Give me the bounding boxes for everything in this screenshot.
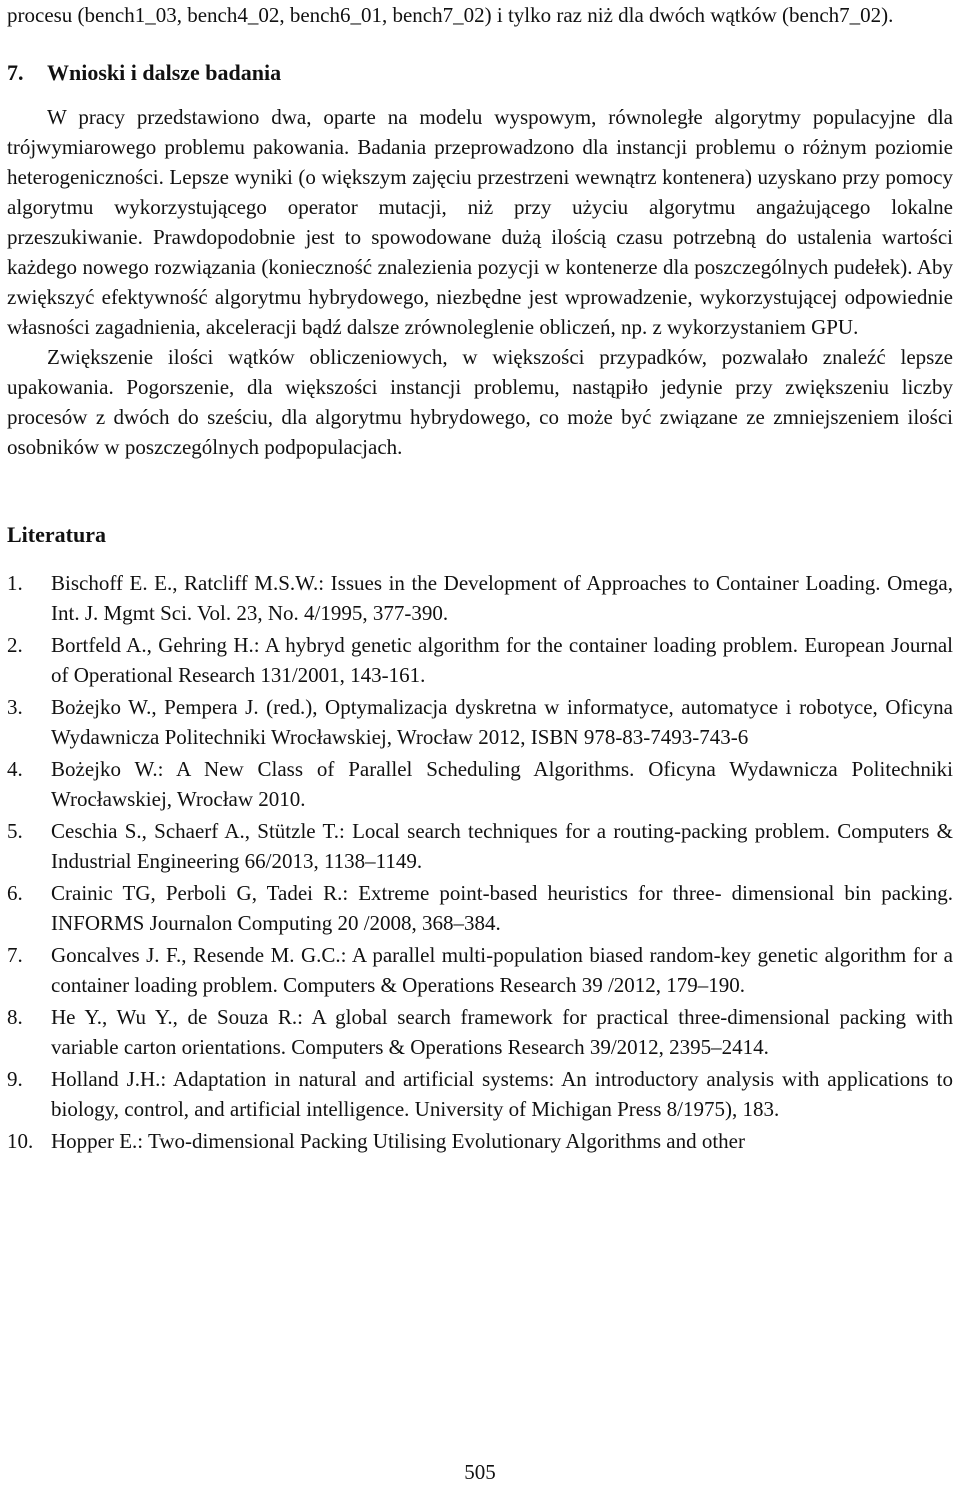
reference-number: 9. (7, 1067, 23, 1091)
reference-text: He Y., Wu Y., de Souza R.: A global search framework for practical three-dimensional packing with variable carton orientations. Computers & Operations Research 39/2012, 2395–2414. (51, 1005, 953, 1059)
intro-fragment: procesu (bench1_03, bench4_02, bench6_01, bench7_02) i tylko raz niż dla dwóch wątków (bench7_02). (7, 3, 894, 27)
page-number: 505 (464, 1460, 496, 1484)
reference-item (7, 1126, 953, 1156)
reference-number: 5. (7, 819, 23, 843)
reference-text: Bożejko W.: A New Class of Parallel Scheduling Algorithms. Oficyna Wydawnicza Politechniki Wrocławskiej, Wrocław 2010. (51, 757, 953, 811)
reference-text: Bischoff E. E., Ratcliff M.S.W.: Issues in the Development of Approaches to Container Loading. Omega, Int. J. Mgmt Sci. Vol. 23, No. 4/1995, 377-390. (51, 571, 953, 625)
section-number: 7. (7, 60, 24, 85)
reference-number: 8. (7, 1005, 23, 1029)
reference-text: Ceschia S., Schaerf A., Stützle T.: Local search techniques for a routing-packing problem. Computers & Industrial Engineering 66/2013, 1138–1149. (51, 819, 953, 873)
reference-item (7, 630, 953, 690)
conclusion-paragraph-1: W pracy przedstawiono dwa, oparte na modelu wyspowym, równoległe algorytmy populacyjne dla trójwymiarowego problemu pakowania. Badania przeprowadzono dla instancji problemu o różnym poziomie heterogeniczności. Lepsze wyniki (o większym zajęciu przestrzeni wewnątrz kontenera) uzyskano przy pomocy algorytmu wykorzystującego operator mutacji, niż przy użyciu algorytmu angażującego lokalne przeszukiwanie. Prawdopodobnie jest to spowodowane dużą ilością czasu potrzebną do ustalenia wartości każdego nowego rozwiązania (konieczność znalezienia pozycji w kontenerze dla poszczególnych pudełek). Aby zwiększyć efektywność algorytmu hybrydowego, niezbędne jest wprowadzenie, wykorzystującej odpowiednie własności zagadnienia, akceleracji bądź dalsze zrównoleglenie obliczeń, np. z wykorzystaniem GPU. (7, 105, 953, 339)
reference-item (7, 1064, 953, 1124)
reference-number: 6. (7, 881, 23, 905)
reference-item (7, 1002, 953, 1062)
reference-text: Bortfeld A., Gehring H.: A hybryd genetic algorithm for the container loading problem. European Journal of Operational Research 131/2001, 143-161. (51, 633, 953, 687)
reference-text: Hopper E.: Two-dimensional Packing Utilising Evolutionary Algorithms and other (51, 1129, 745, 1153)
reference-text: Holland J.H.: Adaptation in natural and artificial systems: An introductory analysis with applications to biology, control, and artificial intelligence. University of Michigan Press 8/1975), 183. (51, 1067, 953, 1121)
reference-number: 10. (7, 1129, 34, 1153)
reference-number: 2. (7, 633, 23, 657)
reference-number: 7. (7, 943, 23, 967)
reference-item (7, 692, 953, 752)
references-list (7, 568, 953, 1156)
reference-item (7, 940, 953, 1000)
reference-item (7, 878, 953, 938)
reference-text: Crainic TG, Perboli G, Tadei R.: Extreme point-based heuristics for three- dimensional bin packing. INFORMS Journalon Computing 20 /2008, 368–384. (51, 881, 953, 935)
reference-number: 1. (7, 571, 23, 595)
reference-text: Goncalves J. F., Resende M. G.C.: A parallel multi-population biased random-key genetic algorithm for a container loading problem. Computers & Operations Research 39 /2012, 179–190. (51, 943, 953, 997)
reference-item (7, 754, 953, 814)
reference-item (7, 568, 953, 628)
section-heading (7, 58, 953, 88)
reference-item (7, 816, 953, 876)
reference-text: Bożejko W., Pempera J. (red.), Optymalizacja dyskretna w informatyce, automatyce i robotyce, Oficyna Wydawnicza Politechniki Wrocławskiej, Wrocław 2012, ISBN 978-83-7493-743-6 (51, 695, 953, 749)
reference-number: 3. (7, 695, 23, 719)
conclusion-paragraph-2: Zwiększenie ilości wątków obliczeniowych, w większości przypadków, pozwalało znaleźć lepsze upakowania. Pogorszenie, dla większości instancji problemu, nastąpiło jedynie przy zwiększeniu liczby procesów z dwóch do sześciu, dla algorytmu hybrydowego, co może być związane ze zmniejszeniem ilości osobników w poszczególnych podpopulacjach. (7, 345, 953, 459)
reference-number: 4. (7, 757, 23, 781)
references-heading: Literatura (7, 522, 106, 547)
section-title: Wnioski i dalsze badania (47, 60, 282, 85)
document-page (7, 0, 953, 1158)
